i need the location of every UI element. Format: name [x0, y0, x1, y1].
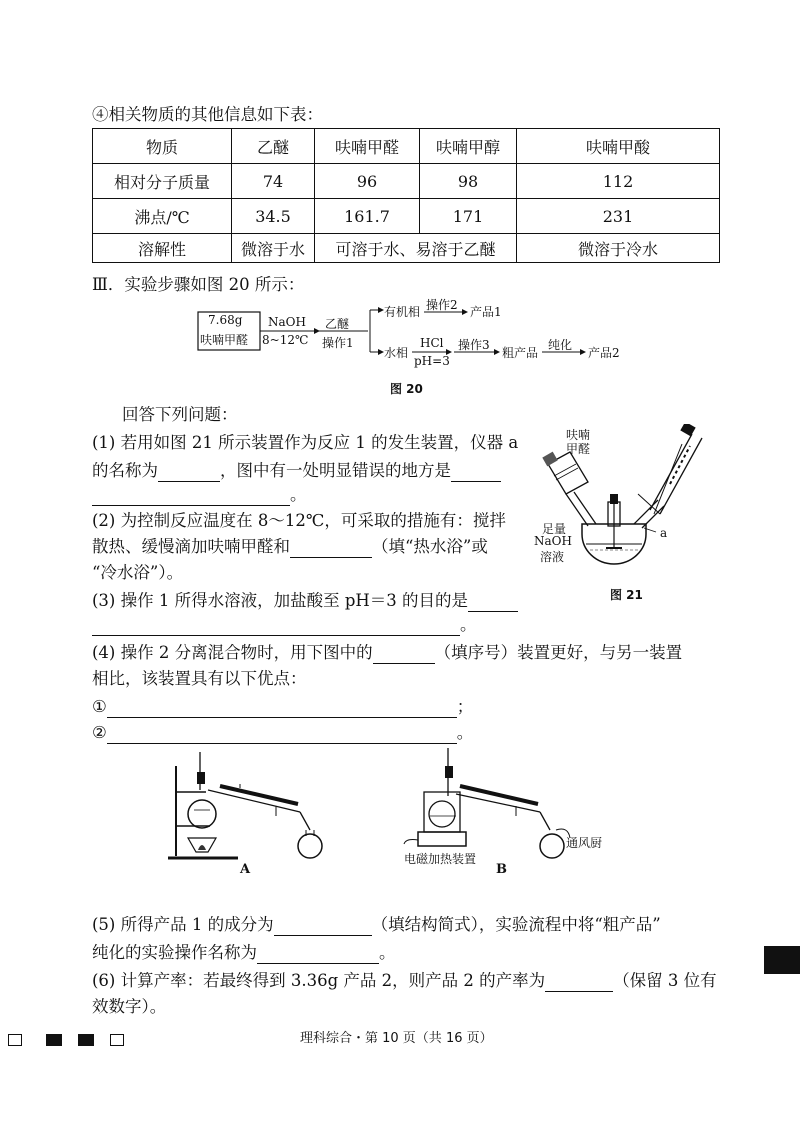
q3-line1 — [92, 590, 518, 612]
table-header-cell: 呋喃甲醇 — [420, 129, 517, 164]
q4-line1 — [92, 642, 682, 664]
fig21-naoh-label-3: 溶液 — [540, 550, 565, 564]
q6-text-b: （保留 3 位有 — [613, 971, 717, 990]
table-cell: 161.7 — [315, 199, 420, 234]
flow-ether: 乙醚 — [325, 317, 350, 331]
flow-ph: pH=3 — [414, 354, 450, 368]
footer-registration-mark — [46, 1034, 62, 1046]
figure21-apparatus — [530, 424, 730, 584]
q5-text-a: (5) 所得产品 1 的成分为 — [92, 915, 274, 934]
q6-line2: 效数字）。 — [92, 997, 167, 1016]
q5-text-b: （填结构简式），实验流程中将“粗产品” — [371, 915, 661, 934]
table-cell: 微溶于水 — [232, 234, 315, 263]
q1-text-b: ，图中有一处明显错误的地方是 — [220, 461, 451, 480]
flow-crude: 粗产品 — [502, 346, 539, 360]
table-header-cell: 呋喃甲酸 — [517, 129, 720, 164]
table-cell: 74 — [232, 164, 315, 199]
q3-blank-1[interactable] — [468, 593, 518, 612]
q1-text-a: 的名称为 — [92, 461, 158, 480]
q4-blank[interactable] — [373, 645, 435, 664]
q6-blank[interactable] — [545, 973, 613, 992]
q3-line2 — [92, 614, 477, 636]
q1-blank-2[interactable] — [451, 463, 501, 482]
flow-aqueous: 水相 — [384, 346, 409, 360]
q4-item1 — [92, 696, 473, 718]
q6-line1 — [92, 970, 717, 992]
q1-line2 — [92, 460, 501, 482]
q4-semi: ； — [456, 697, 474, 716]
flow-organic: 有机相 — [384, 305, 421, 319]
table-header-row — [93, 129, 720, 164]
table-cell: 微溶于冷水 — [517, 234, 720, 263]
flow-hcl: HCl — [420, 336, 444, 350]
q1-blank-3[interactable] — [92, 487, 290, 506]
q5-blank-1[interactable] — [274, 917, 372, 936]
q4-line2: 相比，该装置具有以下优点： — [92, 669, 307, 688]
q4-blank-item1[interactable] — [107, 699, 457, 718]
step3-title: Ⅲ．实验步骤如图 20 所示： — [92, 275, 305, 294]
flow-temp: 8~12℃ — [262, 333, 309, 347]
figure21-caption: 图 21 — [610, 588, 643, 602]
flow-product1: 产品1 — [470, 305, 502, 319]
section4-title: ④相关物质的其他信息如下表： — [92, 105, 323, 124]
q4-item2-marker: ② — [92, 723, 107, 742]
q1-blank-1[interactable] — [158, 463, 220, 482]
figure20-caption: 图 20 — [390, 382, 423, 396]
q1-end: 。 — [290, 485, 307, 504]
q4-blank-item2[interactable] — [107, 725, 457, 744]
q5-end: 。 — [379, 943, 396, 962]
q4-text-b: （填序号）装置更好，与另一装置 — [434, 643, 683, 662]
answer-prompt: 回答下列问题： — [122, 405, 238, 424]
q5-line1 — [92, 914, 661, 936]
page-footer: 理科综合・第 10 页（共 16 页） — [300, 1031, 493, 1046]
q1-line1: (1) 若用如图 21 所示装置作为反应 1 的发生装置，仪器 a — [92, 433, 519, 452]
table-row — [93, 164, 720, 199]
q3-blank-2[interactable] — [92, 617, 460, 636]
heater-label: 电磁加热装置 — [404, 852, 477, 866]
q2-line2 — [92, 536, 488, 558]
q5-blank-2[interactable] — [257, 945, 379, 964]
flow-op2: 操作2 — [426, 298, 458, 312]
flow-chart — [190, 300, 630, 372]
q2-line1: (2) 为控制反应温度在 8～12℃，可采取的措施有：搅拌 — [92, 511, 506, 530]
properties-table — [92, 128, 720, 263]
table-row — [93, 199, 720, 234]
footer-registration-mark — [110, 1034, 124, 1046]
footer-registration-mark — [78, 1034, 94, 1046]
q2-text-a: 散热、缓慢滴加呋喃甲醛和 — [92, 537, 290, 556]
q3-end: 。 — [460, 615, 477, 634]
fig21-naoh-label-1: 足量 — [542, 522, 567, 536]
flow-op3: 操作3 — [458, 338, 490, 352]
table-cell: 112 — [517, 164, 720, 199]
fig21-aldehyde-label-2: 甲醛 — [566, 442, 591, 456]
table-cell: 98 — [420, 164, 517, 199]
table-header-cell: 呋喃甲醛 — [315, 129, 420, 164]
q2-line3: “冷水浴”）。 — [92, 563, 184, 582]
flow-start-mass: 7.68g — [208, 313, 243, 327]
q2-text-b: （填“热水浴”或 — [372, 537, 488, 556]
table-cell: 沸点/℃ — [93, 199, 232, 234]
page-edge-marker — [764, 946, 800, 974]
q4-end: 。 — [456, 723, 474, 742]
table-cell: 34.5 — [232, 199, 315, 234]
fig21-a-label: a — [660, 526, 668, 540]
q4-item1-marker: ① — [92, 697, 107, 716]
table-cell: 231 — [517, 199, 720, 234]
table-header-cell: 乙醚 — [232, 129, 315, 164]
hood-label: 通风厨 — [566, 836, 603, 850]
flow-product2: 产品2 — [588, 346, 620, 360]
table-cell: 相对分子质量 — [93, 164, 232, 199]
q6-text-a: (6) 计算产率：若最终得到 3.36g 产品 2，则产品 2 的产率为 — [92, 971, 546, 990]
q4-item2 — [92, 722, 473, 744]
table-row — [93, 234, 720, 263]
table-cell: 溶解性 — [93, 234, 232, 263]
flow-start-name: 呋喃甲醛 — [200, 333, 249, 347]
apparatus-A-label: A — [240, 862, 251, 877]
q1-line3 — [92, 484, 307, 506]
table-header-cell: 物质 — [93, 129, 232, 164]
q2-blank[interactable] — [290, 539, 372, 558]
fig21-naoh-label-2: NaOH — [534, 534, 572, 548]
fig21-aldehyde-label-1: 呋喃 — [566, 428, 591, 442]
flow-op1: 操作1 — [322, 336, 354, 350]
q4-text-a: (4) 操作 2 分离混合物时，用下图中的 — [92, 643, 373, 662]
table-cell: 可溶于水、易溶于乙醚 — [315, 234, 517, 263]
apparatus-B-label: B — [496, 862, 507, 877]
footer-registration-mark — [8, 1034, 22, 1046]
flow-purify: 纯化 — [548, 338, 573, 352]
distillation-drawing — [160, 746, 630, 886]
q5-line2 — [92, 942, 396, 964]
q3-text: (3) 操作 1 所得水溶液，加盐酸至 pH＝3 的目的是 — [92, 591, 469, 610]
distillation-apparatus — [160, 746, 630, 886]
flow-naoh: NaOH — [268, 315, 306, 329]
table-cell: 171 — [420, 199, 517, 234]
table-cell: 96 — [315, 164, 420, 199]
q5-text-c: 纯化的实验操作名称为 — [92, 943, 257, 962]
